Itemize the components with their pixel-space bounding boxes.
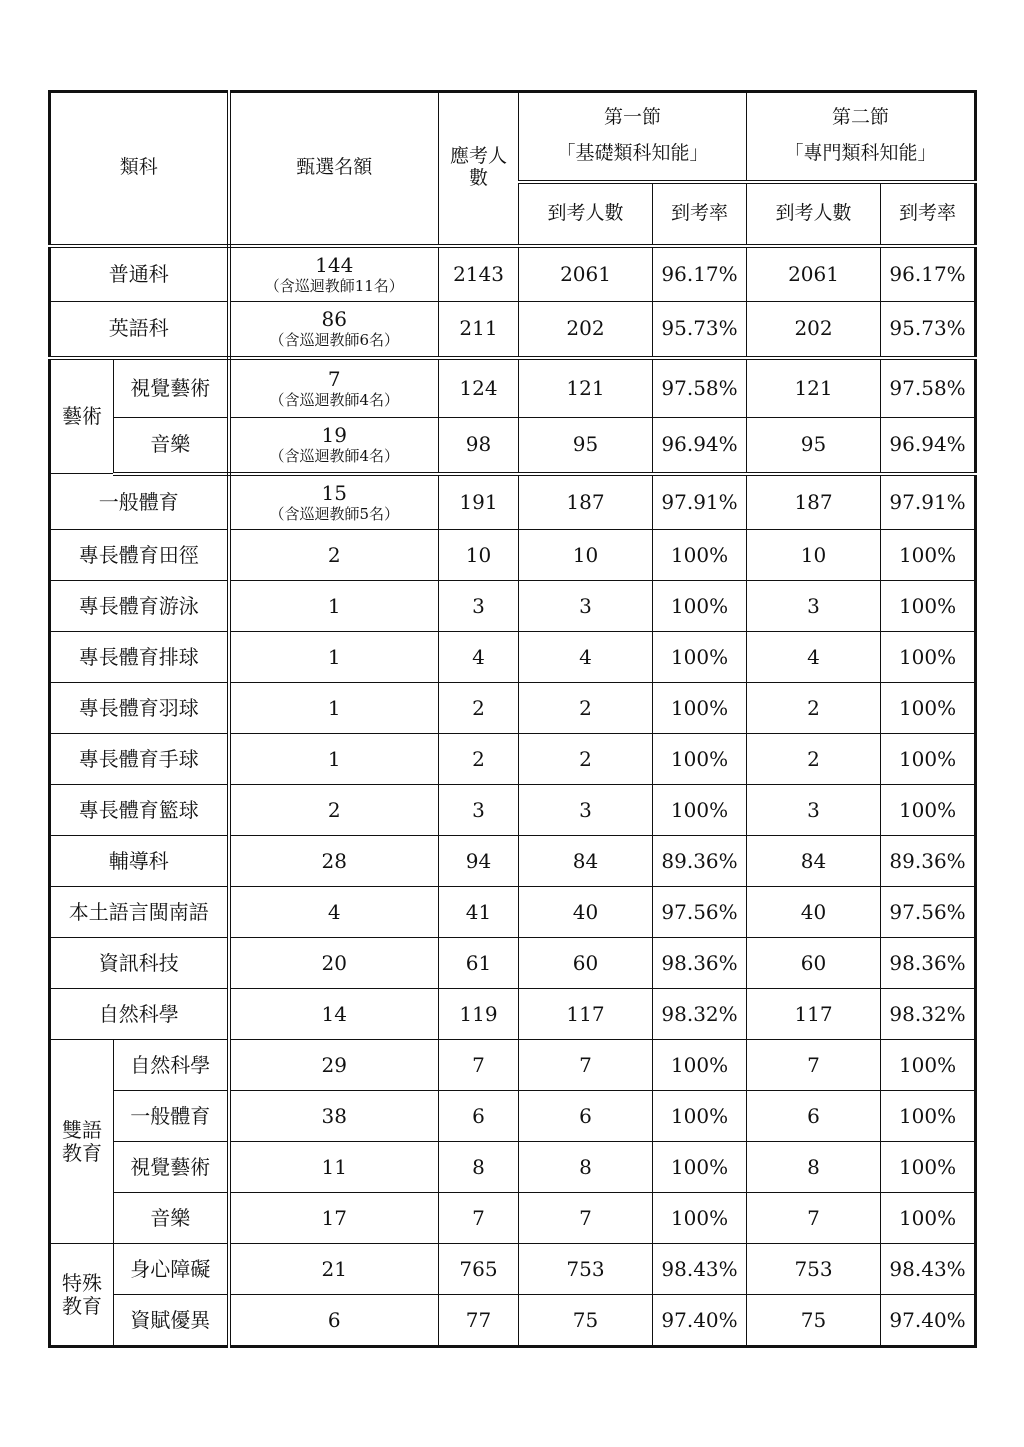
session2-attended-cell: 121	[747, 358, 881, 418]
table-row	[50, 1142, 976, 1193]
session1-attended-cell: 8	[519, 1142, 653, 1193]
session1-rate-cell: 100%	[653, 1142, 747, 1193]
table-row	[50, 418, 976, 474]
quota-number: 1	[327, 695, 341, 720]
session2-attended-cell: 187	[747, 474, 881, 530]
group-special-line2: 教育	[62, 1293, 102, 1318]
session1-attended-cell: 202	[519, 302, 653, 358]
quota-note: （含巡迴教師6名）	[269, 331, 400, 350]
session1-rate-cell: 96.17%	[653, 246, 747, 302]
applicants-cell: 3	[439, 581, 519, 632]
header-applicants-line1: 應考人	[450, 145, 508, 168]
quota-cell	[229, 1244, 439, 1295]
header-session1-sub: 「基礎類科知能」	[556, 142, 709, 165]
quota-number: 14	[321, 1001, 347, 1026]
quota-number: 28	[321, 848, 347, 873]
session1-attended-cell: 4	[519, 632, 653, 683]
table-row	[50, 246, 976, 302]
session1-attended-cell: 753	[519, 1244, 653, 1295]
session1-rate-cell: 100%	[653, 1091, 747, 1142]
header-session2-title: 第二節	[832, 106, 890, 129]
session1-attended-cell: 121	[519, 358, 653, 418]
session1-attended-cell: 2	[519, 734, 653, 785]
quota-cell	[229, 683, 439, 734]
applicants-cell: 119	[439, 989, 519, 1040]
session1-rate-cell: 98.43%	[653, 1244, 747, 1295]
session2-attended-cell: 95	[747, 418, 881, 474]
applicants-cell: 77	[439, 1295, 519, 1347]
session2-attended-cell: 40	[747, 887, 881, 938]
quota-note: （含巡迴教師4名）	[269, 447, 400, 466]
table-row	[50, 1091, 976, 1142]
quota-number: 38	[321, 1103, 347, 1128]
quota-cell	[229, 1295, 439, 1347]
session2-rate-cell: 95.73%	[881, 302, 976, 358]
session1-rate-cell: 98.32%	[653, 989, 747, 1040]
quota-cell	[229, 785, 439, 836]
header-s2-attended: 到考人數	[747, 182, 881, 246]
session2-attended-cell: 753	[747, 1244, 881, 1295]
category-label: 資賦優異	[114, 1295, 229, 1347]
session1-rate-cell: 97.91%	[653, 474, 747, 530]
quota-number: 144	[315, 252, 354, 277]
quota-cell	[229, 1193, 439, 1244]
applicants-cell: 94	[439, 836, 519, 887]
quota-number: 29	[321, 1052, 347, 1077]
applicants-cell: 98	[439, 418, 519, 474]
session2-attended-cell: 2061	[747, 246, 881, 302]
table-row	[50, 734, 976, 785]
session2-rate-cell: 100%	[881, 785, 976, 836]
header-s1-rate: 到考率	[653, 182, 747, 246]
quota-cell	[229, 1040, 439, 1091]
quota-cell	[229, 887, 439, 938]
quota-number: 17	[321, 1205, 347, 1230]
applicants-cell: 7	[439, 1193, 519, 1244]
quota-number: 86	[321, 307, 347, 332]
table-body	[50, 92, 976, 1347]
session1-rate-cell: 96.94%	[653, 418, 747, 474]
session2-rate-cell: 100%	[881, 1040, 976, 1091]
quota-cell	[229, 734, 439, 785]
table-row	[50, 785, 976, 836]
session1-rate-cell: 95.73%	[653, 302, 747, 358]
table-row	[50, 887, 976, 938]
table-row	[50, 530, 976, 581]
quota-number: 1	[327, 593, 341, 618]
session2-attended-cell: 10	[747, 530, 881, 581]
header-category: 類科	[50, 92, 229, 246]
session1-attended-cell: 117	[519, 989, 653, 1040]
session2-rate-cell: 100%	[881, 734, 976, 785]
session1-rate-cell: 98.36%	[653, 938, 747, 989]
table-row	[50, 474, 976, 530]
session2-rate-cell: 96.17%	[881, 246, 976, 302]
quota-number: 11	[321, 1154, 347, 1179]
session2-attended-cell: 7	[747, 1193, 881, 1244]
category-label: 專長體育羽球	[50, 683, 229, 734]
quota-cell	[229, 358, 439, 418]
category-label: 英語科	[50, 302, 229, 358]
session1-attended-cell: 75	[519, 1295, 653, 1347]
session1-rate-cell: 100%	[653, 1193, 747, 1244]
category-label: 專長體育田徑	[50, 530, 229, 581]
quota-number: 20	[321, 950, 347, 975]
table-row	[50, 358, 976, 418]
quota-cell	[229, 1142, 439, 1193]
header-session1-title: 第一節	[604, 106, 662, 129]
applicants-cell: 124	[439, 358, 519, 418]
session1-attended-cell: 2	[519, 683, 653, 734]
category-label: 專長體育籃球	[50, 785, 229, 836]
session2-attended-cell: 117	[747, 989, 881, 1040]
category-label: 自然科學	[50, 989, 229, 1040]
header-s2-rate: 到考率	[881, 182, 976, 246]
session1-attended-cell: 60	[519, 938, 653, 989]
applicants-cell: 191	[439, 474, 519, 530]
applicants-cell: 7	[439, 1040, 519, 1091]
category-label: 一般體育	[50, 474, 229, 530]
header-session2-sub: 「專門類科知能」	[784, 142, 937, 165]
session1-rate-cell: 100%	[653, 632, 747, 683]
session2-rate-cell: 97.91%	[881, 474, 976, 530]
exam-attendance-table	[48, 90, 977, 1348]
session2-rate-cell: 89.36%	[881, 836, 976, 887]
quota-number: 4	[327, 899, 341, 924]
quota-number: 15	[321, 480, 347, 505]
quota-number: 1	[327, 746, 341, 771]
session1-attended-cell: 3	[519, 581, 653, 632]
session2-rate-cell: 100%	[881, 683, 976, 734]
category-label: 視覺藝術	[114, 358, 229, 418]
table-row	[50, 938, 976, 989]
quota-cell	[229, 581, 439, 632]
quota-cell	[229, 938, 439, 989]
category-label: 自然科學	[114, 1040, 229, 1091]
quota-cell	[229, 246, 439, 302]
session2-attended-cell: 4	[747, 632, 881, 683]
session1-rate-cell: 100%	[653, 581, 747, 632]
header-quota-text: 甄選名額	[296, 156, 373, 179]
applicants-cell: 61	[439, 938, 519, 989]
session2-rate-cell: 98.43%	[881, 1244, 976, 1295]
session1-attended-cell: 7	[519, 1193, 653, 1244]
session1-rate-cell: 100%	[653, 683, 747, 734]
quota-cell	[229, 1091, 439, 1142]
group-arts: 藝術	[50, 358, 114, 474]
table-row	[50, 989, 976, 1040]
session2-rate-cell: 97.56%	[881, 887, 976, 938]
applicants-cell: 4	[439, 632, 519, 683]
quota-number: 6	[327, 1307, 341, 1332]
group-bilingual-line1: 雙語	[62, 1117, 102, 1142]
session2-attended-cell: 8	[747, 1142, 881, 1193]
category-label: 一般體育	[114, 1091, 229, 1142]
session1-attended-cell: 84	[519, 836, 653, 887]
quota-cell	[229, 302, 439, 358]
applicants-cell: 6	[439, 1091, 519, 1142]
session2-attended-cell: 6	[747, 1091, 881, 1142]
applicants-cell: 41	[439, 887, 519, 938]
category-label: 身心障礙	[114, 1244, 229, 1295]
group-bilingual-line2: 教育	[62, 1140, 102, 1165]
category-label: 視覺藝術	[114, 1142, 229, 1193]
session1-attended-cell: 3	[519, 785, 653, 836]
session1-rate-cell: 100%	[653, 530, 747, 581]
session2-attended-cell: 84	[747, 836, 881, 887]
session2-attended-cell: 2	[747, 683, 881, 734]
category-label: 專長體育游泳	[50, 581, 229, 632]
session1-attended-cell: 6	[519, 1091, 653, 1142]
quota-cell	[229, 836, 439, 887]
header-applicants	[439, 92, 519, 246]
quota-note: （含巡迴教師11名）	[264, 276, 404, 295]
category-label: 音樂	[114, 1193, 229, 1244]
session2-attended-cell: 60	[747, 938, 881, 989]
category-label: 本土語言閩南語	[50, 887, 229, 938]
session2-rate-cell: 100%	[881, 581, 976, 632]
session2-rate-cell: 98.36%	[881, 938, 976, 989]
header-s1-attended: 到考人數	[519, 182, 653, 246]
group-bilingual	[50, 1040, 114, 1244]
table-row	[50, 1193, 976, 1244]
header-applicants-line2: 數	[469, 167, 489, 190]
session2-rate-cell: 96.94%	[881, 418, 976, 474]
applicants-cell: 8	[439, 1142, 519, 1193]
table-row	[50, 302, 976, 358]
session2-rate-cell: 100%	[881, 530, 976, 581]
group-special	[50, 1244, 114, 1347]
header-quota	[229, 92, 439, 246]
header-row-1	[50, 92, 976, 182]
applicants-cell: 765	[439, 1244, 519, 1295]
session1-rate-cell: 97.56%	[653, 887, 747, 938]
session2-rate-cell: 97.58%	[881, 358, 976, 418]
category-label: 專長體育手球	[50, 734, 229, 785]
session1-attended-cell: 2061	[519, 246, 653, 302]
session2-attended-cell: 75	[747, 1295, 881, 1347]
quota-number: 7	[327, 366, 341, 391]
session1-rate-cell: 97.58%	[653, 358, 747, 418]
session2-attended-cell: 3	[747, 581, 881, 632]
session1-rate-cell: 100%	[653, 1040, 747, 1091]
session2-rate-cell: 98.32%	[881, 989, 976, 1040]
header-session2	[747, 92, 976, 182]
session1-attended-cell: 95	[519, 418, 653, 474]
session1-attended-cell: 7	[519, 1040, 653, 1091]
category-label: 音樂	[114, 418, 229, 474]
session1-rate-cell: 89.36%	[653, 836, 747, 887]
quota-number: 21	[321, 1256, 347, 1281]
session1-rate-cell: 100%	[653, 734, 747, 785]
session1-attended-cell: 10	[519, 530, 653, 581]
quota-number: 2	[327, 797, 341, 822]
quota-number: 19	[321, 423, 347, 448]
quota-cell	[229, 474, 439, 530]
category-label: 專長體育排球	[50, 632, 229, 683]
table-row	[50, 1295, 976, 1347]
table-row	[50, 1040, 976, 1091]
session2-attended-cell: 202	[747, 302, 881, 358]
session2-attended-cell: 2	[747, 734, 881, 785]
category-label: 普通科	[50, 246, 229, 302]
session2-attended-cell: 7	[747, 1040, 881, 1091]
table-row	[50, 1244, 976, 1295]
category-label: 輔導科	[50, 836, 229, 887]
table-row	[50, 836, 976, 887]
quota-cell	[229, 530, 439, 581]
quota-note: （含巡迴教師4名）	[269, 390, 400, 409]
quota-cell	[229, 632, 439, 683]
applicants-cell: 2	[439, 734, 519, 785]
session1-rate-cell: 97.40%	[653, 1295, 747, 1347]
table-row	[50, 632, 976, 683]
quota-note: （含巡迴教師5名）	[269, 504, 400, 523]
session2-rate-cell: 100%	[881, 1193, 976, 1244]
group-special-line1: 特殊	[62, 1270, 102, 1295]
quota-cell	[229, 418, 439, 474]
quota-number: 1	[327, 644, 341, 669]
applicants-cell: 10	[439, 530, 519, 581]
header-session1	[519, 92, 747, 182]
session2-rate-cell: 100%	[881, 1091, 976, 1142]
session1-rate-cell: 100%	[653, 785, 747, 836]
applicants-cell: 3	[439, 785, 519, 836]
session1-attended-cell: 40	[519, 887, 653, 938]
category-label: 資訊科技	[50, 938, 229, 989]
session2-rate-cell: 100%	[881, 632, 976, 683]
applicants-cell: 2143	[439, 246, 519, 302]
session1-attended-cell: 187	[519, 474, 653, 530]
session2-rate-cell: 97.40%	[881, 1295, 976, 1347]
quota-cell	[229, 989, 439, 1040]
quota-number: 2	[327, 542, 341, 567]
applicants-cell: 2	[439, 683, 519, 734]
applicants-cell: 211	[439, 302, 519, 358]
table-row	[50, 581, 976, 632]
session2-rate-cell: 100%	[881, 1142, 976, 1193]
session2-attended-cell: 3	[747, 785, 881, 836]
table-row	[50, 683, 976, 734]
